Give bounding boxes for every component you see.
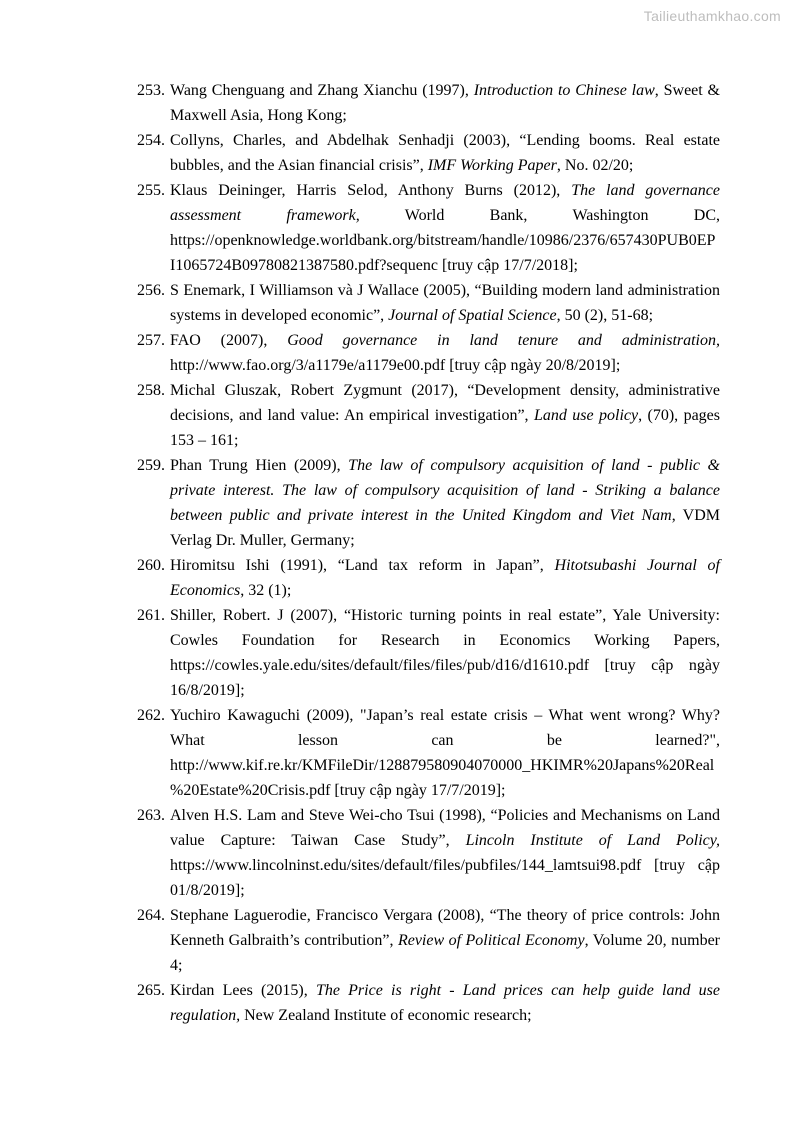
reference-item bbox=[137, 703, 720, 803]
reference-number: 255. bbox=[137, 182, 165, 199]
reference-text: Shiller, Robert. J (2007), “Historic turning points in real estate”, Yale University: Cowles Foundation for Research in Economics Working Papers, https://cowles.yale.edu/sites/default/files/files/pub/d16/d1610.pdf [truy cập ngày 16/8/2019]; bbox=[170, 607, 720, 699]
reference-item bbox=[137, 78, 720, 128]
reference-text: Kirdan Lees (2015), The Price is right - Land prices can help guide land use regulation, New Zealand Institute of economic research; bbox=[170, 982, 721, 1024]
references-list bbox=[137, 78, 720, 1028]
reference-item bbox=[137, 378, 720, 453]
reference-text: Phan Trung Hien (2009), The law of compulsory acquisition of land - public & private interest. The law of compulsory acquisition of land - Striking a balance between public and private interest in the United Kingdom and Viet Nam, VDM Verlag Dr. Muller, Germany; bbox=[170, 457, 721, 549]
reference-item bbox=[137, 453, 720, 553]
reference-item bbox=[137, 903, 720, 978]
reference-item bbox=[137, 178, 720, 278]
reference-number: 262. bbox=[137, 707, 165, 724]
reference-text: S Enemark, I Williamson và J Wallace (2005), “Building modern land administration systems in developed economic”, Journal of Spatial Science, 50 (2), 51-68; bbox=[170, 282, 720, 324]
reference-text: Hiromitsu Ishi (1991), “Land tax reform in Japan”, Hitotsubashi Journal of Economics, 32 (1); bbox=[170, 557, 721, 599]
reference-text: FAO (2007), Good governance in land tenure and administration, http://www.fao.org/3/a1179e/a1179e00.pdf [truy cập ngày 20/8/2019]; bbox=[170, 332, 721, 374]
reference-item bbox=[137, 603, 720, 703]
reference-text: Stephane Laguerodie, Francisco Vergara (2008), “The theory of price controls: John Kenneth Galbraith’s contribution”, Review of Political Economy, Volume 20, number 4; bbox=[170, 907, 720, 974]
reference-number: 257. bbox=[137, 332, 165, 349]
reference-item bbox=[137, 803, 720, 903]
reference-number: 264. bbox=[137, 907, 165, 924]
reference-text: Yuchiro Kawaguchi (2009), "Japan’s real estate crisis – What went wrong? Why? What lesson can be learned?", http://www.kif.re.kr/KMFileDir/128879580904070000_HKIMR%20Japans%20Real%20Estate%20Crisis.pdf [truy cập ngày 17/7/2019]; bbox=[170, 707, 720, 799]
reference-number: 260. bbox=[137, 557, 165, 574]
reference-number: 253. bbox=[137, 82, 165, 99]
reference-item bbox=[137, 553, 720, 603]
reference-number: 258. bbox=[137, 382, 165, 399]
reference-text: Alven H.S. Lam and Steve Wei-cho Tsui (1998), “Policies and Mechanisms on Land value Capture: Taiwan Case Study”, Lincoln Institute of Land Policy, https://www.lincolninst.edu/sites/default/files/pubfiles/144_lamtsui98.pdf [truy cập 01/8/2019]; bbox=[170, 807, 721, 899]
reference-item bbox=[137, 978, 720, 1028]
reference-number: 256. bbox=[137, 282, 165, 299]
reference-number: 265. bbox=[137, 982, 165, 999]
reference-number: 261. bbox=[137, 607, 165, 624]
reference-text: Wang Chenguang and Zhang Xianchu (1997), Introduction to Chinese law, Sweet & Maxwell Asia, Hong Kong; bbox=[170, 82, 721, 124]
reference-number: 259. bbox=[137, 457, 165, 474]
reference-text: Collyns, Charles, and Abdelhak Senhadji (2003), “Lending booms. Real estate bubbles, and the Asian financial crisis”, IMF Working Paper, No. 02/20; bbox=[170, 132, 720, 174]
reference-number: 263. bbox=[137, 807, 165, 824]
watermark: Tailieuthamkhao.com bbox=[643, 8, 781, 24]
reference-item bbox=[137, 128, 720, 178]
reference-item bbox=[137, 328, 720, 378]
reference-text: Michal Gluszak, Robert Zygmunt (2017), “Development density, administrative decisions, and land value: An empirical investigation”, Land use policy, (70), pages 153 – 161; bbox=[170, 382, 721, 449]
reference-text: Klaus Deininger, Harris Selod, Anthony Burns (2012), The land governance assessment framework, World Bank, Washington DC, https://openknowledge.worldbank.org/bitstream/handle/10986/2376/657430PUB0EPI1065724B09780821387580.pdf?sequenc [truy cập 17/7/2018]; bbox=[170, 182, 721, 274]
reference-item bbox=[137, 278, 720, 328]
reference-number: 254. bbox=[137, 132, 165, 149]
